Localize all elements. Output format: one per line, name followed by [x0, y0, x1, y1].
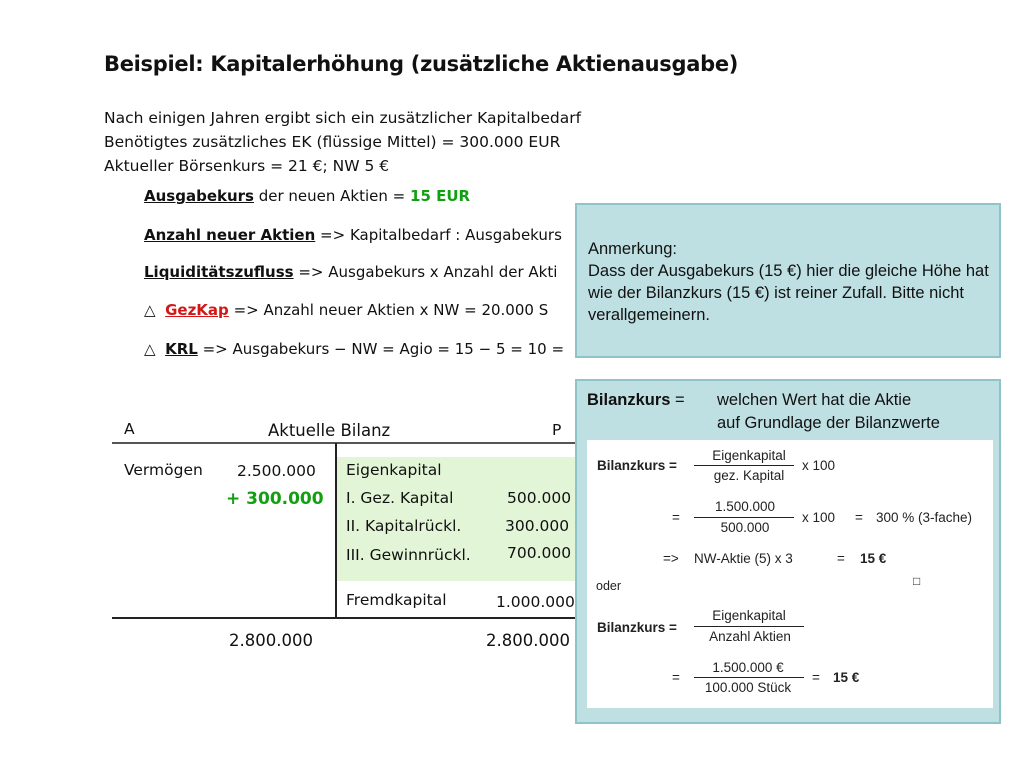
- equity-item-label: III. Gewinnrückl.: [346, 546, 471, 564]
- formula-numerator: 1.500.000: [714, 499, 776, 514]
- debt-label: Fremdkapital: [346, 591, 447, 609]
- delta-icon: △: [144, 301, 156, 319]
- formula-eq: =: [837, 551, 845, 566]
- bullet-label: Ausgabekurs: [144, 187, 254, 205]
- equity-item-value: 700.000: [507, 544, 572, 562]
- formula-text: NW-Aktie (5) x 3: [694, 551, 793, 566]
- page-title: Beispiel: Kapitalerhöhung (zusätzliche Aktienausgabe): [104, 52, 739, 76]
- note-text: Dass der Ausgabekurs (15 €) hier die gleiche Höhe hat wie der Bilanzkurs (15 €) ist reiner Zufall. Bitte nicht verallgemeinern.: [588, 262, 989, 324]
- formula-denominator: 100.000 Stück: [704, 680, 792, 695]
- asset-value: 2.500.000: [237, 462, 316, 480]
- equity-label: Eigenkapital: [346, 461, 442, 479]
- formula-numerator: Eigenkapital: [712, 448, 786, 463]
- bullet-text: => Anzahl neuer Aktien x NW = 20.000 S: [228, 301, 549, 319]
- bullet-text: der neuen Aktien =: [253, 187, 411, 205]
- total-right: 2.800.000: [486, 631, 570, 650]
- fraction-line: [694, 677, 804, 678]
- equity-item-label: II. Kapitalrückl.: [346, 517, 462, 535]
- equity-item-label: I. Gez. Kapital: [346, 489, 454, 507]
- formula-result: 300 % (3-fache): [876, 510, 973, 525]
- balance-center-rule: [335, 443, 337, 619]
- formula-denominator: 500.000: [720, 520, 770, 535]
- bullet-liquiditaet: [144, 263, 557, 281]
- formula-result: 15 €: [860, 551, 887, 566]
- note-heading: Anmerkung:: [588, 240, 677, 258]
- fraction-line: [694, 465, 794, 466]
- bilanzkurs-definition-1: welchen Wert hat die Aktie: [717, 391, 912, 409]
- debt-value: 1.000.000: [496, 593, 575, 611]
- delta-icon: △: [144, 340, 156, 358]
- balance-left-header: A: [124, 420, 135, 438]
- bullet-text: => Kapitalbedarf : Ausgabekurs: [315, 226, 562, 244]
- bullet-label: KRL: [165, 340, 198, 358]
- equity-item-value: 300.000: [505, 517, 570, 535]
- total-left: 2.800.000: [229, 631, 313, 650]
- asset-label: Vermögen: [124, 461, 203, 479]
- bullet-label: Liquiditätszufluss: [144, 263, 294, 281]
- formula-numerator: 1.500.000 €: [712, 660, 784, 675]
- formula-arrow: =>: [663, 551, 679, 566]
- fraction-line: [694, 626, 804, 627]
- formula-lhs: Bilanzkurs =: [597, 458, 677, 473]
- formula-eq: =: [855, 510, 863, 525]
- bullet-anzahl: [144, 226, 562, 244]
- formula-denominator: gez. Kapital: [713, 468, 785, 483]
- formula-lhs: Bilanzkurs =: [597, 620, 677, 635]
- checkbox-icon: □: [913, 574, 921, 588]
- equity-item-value: 500.000: [507, 489, 572, 507]
- bullet-krl: [144, 340, 564, 358]
- oder-label: oder: [596, 579, 622, 593]
- formula-eq: =: [812, 670, 820, 685]
- bullet-value: 15 EUR: [410, 187, 471, 205]
- bullet-text: => Ausgabekurs x Anzahl der Akti: [293, 263, 558, 281]
- formula-multiplier: x 100: [802, 510, 836, 525]
- formula-eq: =: [672, 510, 680, 525]
- formula-result: 15 €: [833, 670, 860, 685]
- bullet-ausgabekurs: [144, 187, 470, 205]
- fraction-line: [694, 517, 794, 518]
- bullet-label: Anzahl neuer Aktien: [144, 226, 316, 244]
- intro-line-3: Aktueller Börsenkurs = 21 €; NW 5 €: [104, 157, 390, 175]
- balance-title: Aktuelle Bilanz: [268, 421, 391, 440]
- bilanzkurs-definition-2: auf Grundlage der Bilanzwerte: [717, 414, 940, 432]
- balance-top-rule: [112, 442, 577, 444]
- asset-increase: + 300.000: [226, 489, 324, 509]
- bullet-label: GezKap: [165, 301, 229, 319]
- intro-line-2: Benötigtes zusätzliches EK (flüssige Mittel) = 300.000 EUR: [104, 133, 561, 151]
- formula-eq: =: [672, 670, 680, 685]
- bullet-text: => Ausgabekurs − NW = Agio = 15 − 5 = 10 =: [197, 340, 565, 358]
- formula-multiplier: x 100: [802, 458, 836, 473]
- bilanzkurs-heading: [587, 391, 685, 410]
- note-box: [575, 203, 1001, 358]
- balance-right-header: P: [552, 421, 562, 439]
- balance-bottom-rule: [112, 617, 577, 619]
- formula-numerator: Eigenkapital: [712, 608, 786, 623]
- intro-line-1: Nach einigen Jahren ergibt sich ein zusätzlicher Kapitalbedarf: [104, 109, 582, 127]
- bilanzkurs-label: Bilanzkurs: [587, 391, 671, 409]
- formula-denominator: Anzahl Aktien: [709, 629, 791, 644]
- bullet-gezkap: [144, 301, 548, 319]
- bilanzkurs-eq: =: [670, 391, 685, 409]
